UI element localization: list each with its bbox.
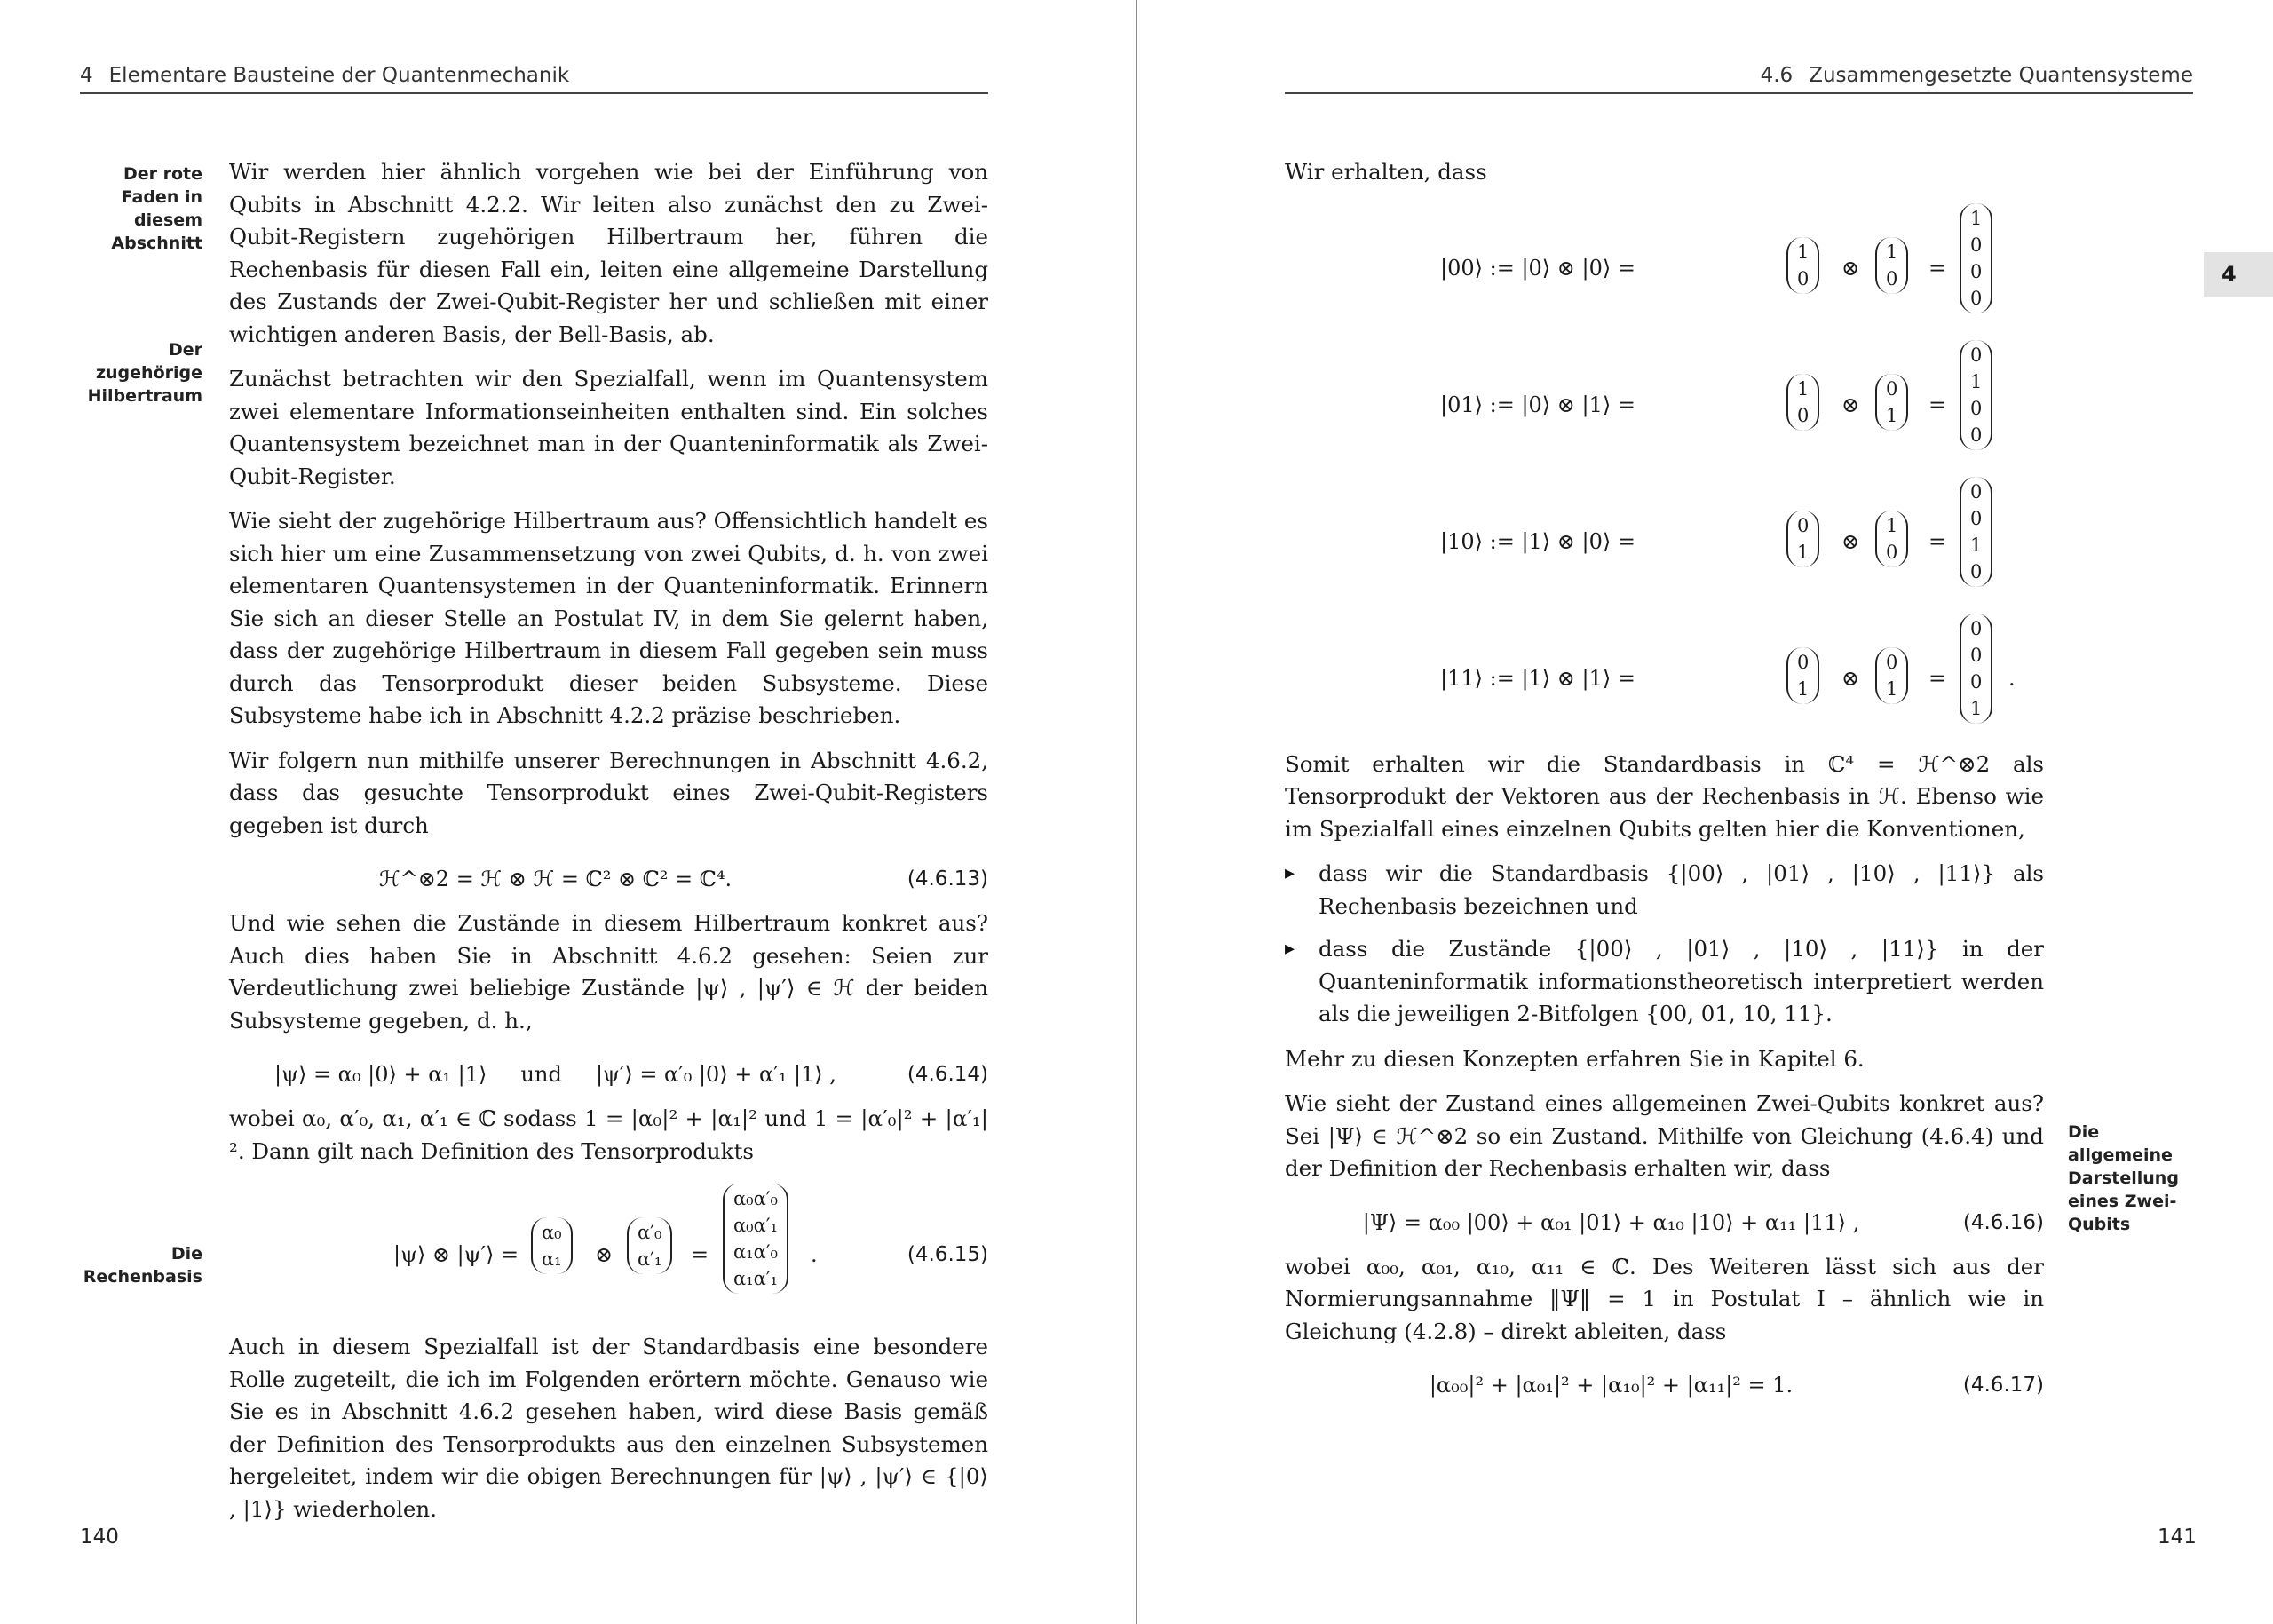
vector-entry: 1 xyxy=(1886,404,1898,426)
equation-4-6-15 xyxy=(229,1180,988,1331)
chapter-number: 4 xyxy=(80,64,93,87)
right-page xyxy=(1137,0,2273,1624)
vector-entry: 0 xyxy=(1970,287,1983,309)
vector xyxy=(1960,340,1992,450)
equals-symbol: = xyxy=(1928,392,1947,417)
bullet-list xyxy=(1285,858,2044,1031)
equation-formula: |ψ⟩ = α₀ |0⟩ + α₁ |1⟩ und |ψ′⟩ = α′₀ |0⟩ + α′₁ |1⟩ , xyxy=(274,1062,836,1087)
paragraph: Wir folgern nun mithilfe unserer Berechnungen in Abschnitt 4.6.2, dass das gesuchte Tensorprodukt eines Zwei-Qubit-Registers gegeben ist durch xyxy=(229,747,988,838)
vector xyxy=(1875,237,1908,294)
margin-note: Der zugehörige Hilbertraum xyxy=(87,340,202,406)
vector-entry: α′₀ xyxy=(638,1222,662,1243)
equals-symbol: = xyxy=(1928,255,1947,281)
vector-entry: 0 xyxy=(1886,377,1898,400)
tensor-symbol: ⊗ xyxy=(595,1242,614,1267)
vector-entry: 1 xyxy=(1797,377,1810,400)
paragraph: Auch in diesem Spezialfall ist der Standardbasis eine besondere Rolle zugeteilt, die ich im Folgenden erörtern möchte. Genauso wie Sie es in Abschnitt 4.6.2 gesehen haben, wird diese Basis gemäß der Definition des Tensorprodukts aus den einzelnen Subsystemen hergeleitet, indem wir die obigen Berechnungen für |ψ⟩ , |ψ′⟩ ∈ {|0⟩ , |1⟩} wiederholen. xyxy=(229,1334,988,1522)
vector-entry: α₁α′₀ xyxy=(733,1241,778,1263)
section-number: 4.6 xyxy=(1760,64,1794,87)
paragraph: Wir erhalten, dass xyxy=(1285,159,1487,185)
basis-row xyxy=(1285,475,2044,612)
basis-lhs: |00⟩ := |0⟩ ⊗ |0⟩ = xyxy=(1440,255,1635,281)
vector-entry: 0 xyxy=(1970,507,1983,529)
vector xyxy=(1786,511,1819,567)
equation-formula: ℋ^⊗2 = ℋ ⊗ ℋ = ℂ² ⊗ ℂ² = ℂ⁴. xyxy=(378,867,733,891)
vector-entry: 1 xyxy=(1797,677,1810,700)
vector-entry: 1 xyxy=(1970,534,1983,556)
vector-entry: 0 xyxy=(1970,670,1983,693)
vector-entry: 1 xyxy=(1970,697,1983,719)
section-title: Zusammengesetzte Quantensysteme xyxy=(1809,64,2193,87)
equals-symbol: = xyxy=(1928,528,1947,554)
vector-entry: α′₁ xyxy=(638,1248,662,1270)
vector xyxy=(1786,647,1819,704)
chapter-tab: 4 xyxy=(2204,252,2273,297)
chapter-title: Elementare Bausteine der Quantenmechanik xyxy=(108,64,570,87)
equation-number: (4.6.17) xyxy=(1962,1374,2044,1397)
equals-symbol: = xyxy=(691,1242,709,1267)
basis-lhs: |10⟩ := |1⟩ ⊗ |0⟩ = xyxy=(1440,528,1635,554)
basis-row xyxy=(1285,338,2044,475)
vector-entry: 0 xyxy=(1970,260,1983,282)
paragraph: wobei α₀₀, α₀₁, α₁₀, α₁₁ ∈ ℂ. Des Weiteren lässt sich aus der Normierungsannahme ‖Ψ‖ = 1 in Postulat I – ähnlich wie in Gleichung (4.2.8) – direkt ableiten, dass xyxy=(1285,1253,2044,1344)
vector-entry: 1 xyxy=(1886,241,1898,263)
paragraph: Und wie sehen die Zustände in diesem Hilbertraum konkret aus? Auch dies haben Sie in Abschnitt 4.6.2 gesehen: Seien zur Verdeutlichung zwei beliebige Zustände |ψ⟩ , |ψ′⟩ ∈ ℋ der beiden Subsysteme gegeben, d. h., xyxy=(229,910,988,1034)
list-item: ▸ dass die Zustände {|00⟩ , |01⟩ , |10⟩ , |11⟩} in der Quanteninformatik informationstheoretisch interpretiert werden als die jeweiligen 2-Bitfolgen {00, 01, 10, 11}. xyxy=(1285,933,2044,1031)
equation-number: (4.6.13) xyxy=(907,867,988,891)
vector-entry: α₁α′₁ xyxy=(733,1268,778,1289)
vector xyxy=(1875,647,1908,704)
left-page xyxy=(0,0,1136,1624)
vector-entry: 0 xyxy=(1886,541,1898,563)
vector-entry: 0 xyxy=(1797,651,1810,673)
vector xyxy=(1875,374,1908,431)
period: . xyxy=(811,1242,818,1267)
equation-4-6-13 xyxy=(229,854,988,907)
vector-entry: 0 xyxy=(1970,397,1983,419)
vector xyxy=(1875,511,1908,567)
paragraph: Mehr zu diesen Konzepten erfahren Sie in Kapitel 6. xyxy=(1285,1045,1865,1072)
equation-4-6-14 xyxy=(229,1050,988,1103)
paragraph: Wir werden hier ähnlich vorgehen wie bei der Einführung von Qubits in Abschnitt 4.2.2. Wir leiten also zunächst den zu Zwei-Qubit-Registern zugehörigen Hilbertraum her, führen die Rechenbasis für diesen Fall ein, leiten eine allgemeine Darstellung des Zustands der Zwei-Qubit-Register her und schließen mit einer wichtigen anderen Basis, der Bell-Basis, ab. xyxy=(229,159,988,347)
basis-lhs: |11⟩ := |1⟩ ⊗ |1⟩ = xyxy=(1440,665,1635,691)
left-body-text xyxy=(229,156,988,1538)
page-number: 141 xyxy=(2158,1525,2197,1549)
vector-entry: 1 xyxy=(1797,241,1810,263)
equation-4-6-17 xyxy=(1285,1360,2044,1414)
vector-entry: 0 xyxy=(1970,644,1983,666)
paragraph: Zunächst betrachten wir den Spezialfall, wenn im Quantensystem zwei elementare Informationseinheiten enthalten sind. Ein solches Quantensystem bezeichnet man in der Quanteninformatik als Zwei-Qubit-Register. xyxy=(229,366,988,489)
page-number: 140 xyxy=(80,1525,119,1549)
vector-entry: 0 xyxy=(1970,234,1983,256)
vector-entry: 0 xyxy=(1970,424,1983,446)
basis-vectors xyxy=(1285,202,2044,749)
vector xyxy=(1786,237,1819,294)
vector-entry: 1 xyxy=(1886,677,1898,700)
vector-entry: 0 xyxy=(1797,514,1810,536)
running-header xyxy=(80,64,988,94)
basis-lhs: |01⟩ := |0⟩ ⊗ |1⟩ = xyxy=(1440,392,1635,417)
vector-entry: 0 xyxy=(1970,480,1983,503)
equation-number: (4.6.16) xyxy=(1962,1210,2044,1234)
vector-entry: 1 xyxy=(1970,207,1983,229)
running-header xyxy=(1285,64,2193,94)
equals-symbol: = xyxy=(1928,665,1947,691)
equation-formula: |Ψ⟩ = α₀₀ |00⟩ + α₀₁ |01⟩ + α₁₀ |10⟩ + α₁₁ |11⟩ , xyxy=(1362,1209,1860,1235)
tensor-symbol: ⊗ xyxy=(1841,255,1860,281)
vector-entry: 0 xyxy=(1970,560,1983,582)
vector xyxy=(1960,203,1992,313)
vector-entry: 1 xyxy=(1797,541,1810,563)
vector-entry: 0 xyxy=(1970,344,1983,366)
vector-entry: α₁ xyxy=(542,1248,562,1270)
vector-entry: 1 xyxy=(1970,370,1983,392)
list-item: ▸ dass wir die Standardbasis {|00⟩ , |01⟩ , |10⟩ , |11⟩} als Rechenbasis bezeichnen und xyxy=(1285,858,2044,923)
equation-4-6-16 xyxy=(1285,1198,2044,1251)
vector xyxy=(723,1184,788,1294)
paragraph: Wie sieht der zugehörige Hilbertraum aus? Offensichtlich handelt es sich hier um eine Zusammensetzung von zwei Qubits, d. h. von zwei elementaren Quantensystemen in der Quanteninformatik. Erinnern Sie sich an dieser Stelle an Postulat IV, in dem Sie gelernt haben, dass der zugehörige Hilbertraum in diesem Fall gegeben sein muss durch das Tensorprodukt dieser beiden Subsysteme. Diese Subsysteme habe ich in Abschnitt 4.2.2 präzise beschrieben. xyxy=(229,508,988,728)
tensor-symbol: ⊗ xyxy=(1841,528,1860,554)
basis-row xyxy=(1285,202,2044,338)
vector-entry: α₀α′₁ xyxy=(733,1215,778,1236)
tensor-symbol: ⊗ xyxy=(1841,392,1860,417)
vector-entry: 0 xyxy=(1886,267,1898,289)
vector-entry: α₀ xyxy=(542,1222,562,1243)
vector-entry: 0 xyxy=(1797,267,1810,289)
vector-entry: α₀α′₀ xyxy=(733,1188,778,1209)
vector xyxy=(1960,477,1992,587)
vector-entry: 0 xyxy=(1886,651,1898,673)
paragraph: wobei α₀, α′₀, α₁, α′₁ ∈ ℂ sodass 1 = |α₀|² + |α₁|² und 1 = |α′₀|² + |α′₁|². Dann gilt nach Definition des Tensorprodukts xyxy=(229,1105,988,1164)
vector-entry: 1 xyxy=(1886,514,1898,536)
vector-entry: 0 xyxy=(1797,404,1810,426)
vector xyxy=(627,1217,672,1274)
right-body-text xyxy=(1285,156,2044,1414)
vector xyxy=(1786,374,1819,431)
vector xyxy=(531,1217,573,1274)
equation-number: (4.6.15) xyxy=(907,1243,988,1266)
equation-number: (4.6.14) xyxy=(907,1063,988,1086)
paragraph: Somit erhalten wir die Standardbasis in ℂ⁴ = ℋ^⊗2 als Tensorprodukt der Vektoren aus der Rechenbasis in ℋ. Ebenso wie im Spezialfall eines einzelnen Qubits gelten hier die Konventionen, xyxy=(1285,750,2044,842)
margin-note: Die allgemeine Darstellung eines Zwei-Qubits xyxy=(2068,1122,2179,1234)
basis-row xyxy=(1285,612,2044,749)
equation-formula: |α₀₀|² + |α₀₁|² + |α₁₀|² + |α₁₁|² = 1. xyxy=(1429,1373,1794,1398)
row-end: . xyxy=(2008,665,2016,691)
vector-entry: 0 xyxy=(1970,617,1983,639)
equation-lhs: |ψ⟩ ⊗ |ψ′⟩ = xyxy=(393,1242,519,1267)
tensor-symbol: ⊗ xyxy=(1841,665,1860,691)
margin-note: Der rote Faden in diesem Abschnitt xyxy=(111,164,202,253)
margin-note: Die Rechenbasis xyxy=(83,1244,202,1287)
paragraph: Wie sieht der Zustand eines allgemeinen Zwei-Qubits konkret aus? Sei |Ψ⟩ ∈ ℋ^⊗2 so ein Zustand. Mithilfe von Gleichung (4.6.4) und der Definition der Rechenbasis erhalten wir, dass xyxy=(1285,1090,2044,1181)
vector xyxy=(1960,614,1992,724)
